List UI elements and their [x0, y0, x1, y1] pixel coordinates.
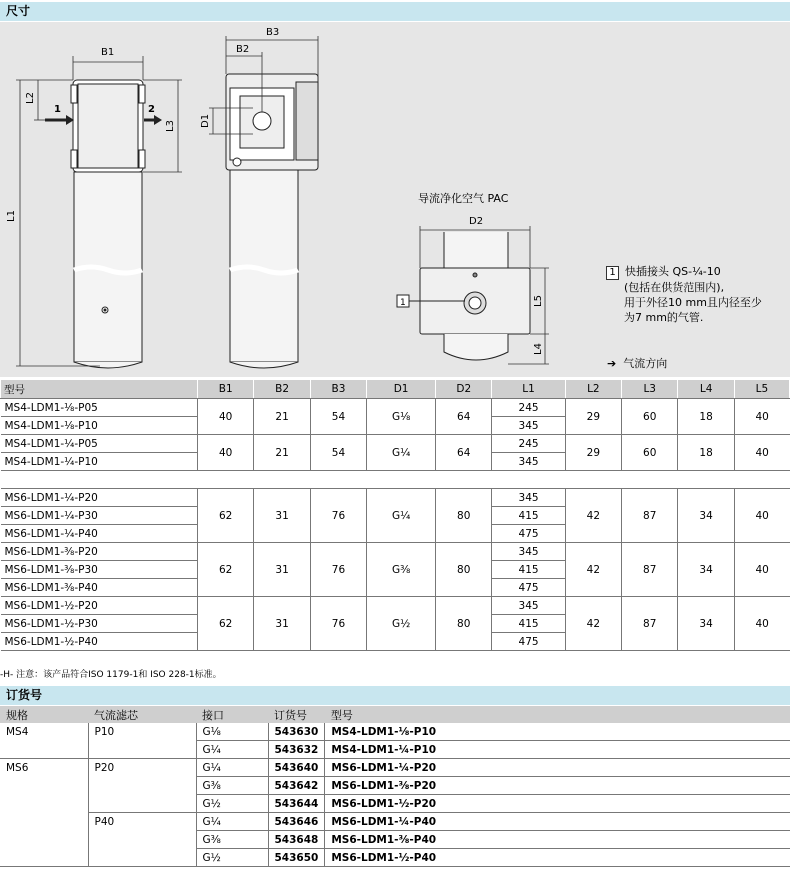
header-b2: B2: [254, 380, 310, 399]
dim-cell-l1: 475: [492, 525, 565, 543]
flow-direction-note: [607, 355, 667, 371]
port-cell: G½: [196, 795, 268, 813]
header-d2: D2: [436, 380, 492, 399]
size-cell: [0, 795, 88, 813]
type-cell: MS6-LDM1-¼-P40: [325, 813, 790, 831]
dim-cell-d1: G½: [367, 597, 436, 651]
model-cell: MS4-LDM1-⅛-P05: [1, 399, 198, 417]
model-cell: MS6-LDM1-¼-P30: [1, 507, 198, 525]
dim-d2-label: D2: [469, 216, 484, 227]
dim-cell-l4: 34: [678, 489, 734, 543]
section-title-dimensions: 尺寸: [0, 2, 790, 21]
pac-callout-number: 1: [400, 298, 406, 308]
group-spacer: [1, 471, 790, 489]
order-table-row: [0, 849, 790, 867]
part-number-cell: 543650: [268, 849, 325, 867]
model-cell: MS6-LDM1-¼-P20: [1, 489, 198, 507]
dim-cell-l1: 345: [492, 543, 565, 561]
dim-cell-l3: 87: [622, 597, 678, 651]
dim-cell-l2: 29: [565, 399, 621, 435]
dim-cell-d1: G⅛: [367, 399, 436, 435]
dim-l3-label: L3: [165, 120, 176, 132]
type-cell: MS6-LDM1-½-P20: [325, 795, 790, 813]
order-table-header: [0, 706, 790, 723]
dim-cell-b1: 62: [198, 489, 254, 543]
header-part-number: 订货号: [268, 706, 325, 723]
dim-table-row: [1, 435, 790, 453]
dim-cell-b3: 54: [310, 399, 366, 435]
filter-cell: P20: [88, 759, 196, 777]
dimension-table: [0, 379, 790, 651]
dim-l4-label: L4: [533, 343, 544, 355]
size-cell: [0, 777, 88, 795]
dim-cell-b2: 21: [254, 435, 310, 471]
header-l2: L2: [565, 380, 621, 399]
part-number-cell: 543644: [268, 795, 325, 813]
dim-cell-l4: 18: [678, 399, 734, 435]
model-cell: MS6-LDM1-¼-P40: [1, 525, 198, 543]
note-line-1: 快插接头 QS-¼-10: [625, 265, 721, 278]
dim-cell-b3: 76: [310, 543, 366, 597]
dim-table-row: [1, 399, 790, 417]
dim-cell-l5: 40: [734, 597, 789, 651]
dim-cell-b3: 54: [310, 435, 366, 471]
dim-cell-l5: 40: [734, 543, 789, 597]
dim-cell-b2: 31: [254, 489, 310, 543]
header-size: 规格: [0, 706, 88, 723]
header-b1: B1: [198, 380, 254, 399]
size-cell: [0, 813, 88, 831]
type-cell: MS6-LDM1-¼-P20: [325, 759, 790, 777]
dim-cell-l1: 475: [492, 633, 565, 651]
dim-cell-l1: 415: [492, 561, 565, 579]
dim-cell-d1: G¼: [367, 489, 436, 543]
type-cell: MS4-LDM1-¼-P10: [325, 741, 790, 759]
filter-cell: [88, 831, 196, 849]
dim-cell-l1: 345: [492, 489, 565, 507]
dim-cell-b2: 21: [254, 399, 310, 435]
model-cell: MS6-LDM1-⅜-P40: [1, 579, 198, 597]
dim-cell-l1: 415: [492, 615, 565, 633]
part-number-cell: 543640: [268, 759, 325, 777]
port-cell: G⅛: [196, 723, 268, 741]
section-title-order: 订货号: [0, 686, 790, 705]
dim-cell-b2: 31: [254, 597, 310, 651]
dim-cell-l2: 29: [565, 435, 621, 471]
size-cell: [0, 849, 88, 867]
dim-cell-d2: 80: [436, 597, 492, 651]
note-number: 1: [606, 266, 619, 280]
dim-cell-d2: 64: [436, 435, 492, 471]
dim-cell-l2: 42: [565, 597, 621, 651]
spacer-cell: [1, 471, 790, 489]
dim-d1-label: D1: [200, 113, 211, 128]
dim-cell-d1: G¼: [367, 435, 436, 471]
dim-cell-d2: 64: [436, 399, 492, 435]
type-cell: MS4-LDM1-⅛-P10: [325, 723, 790, 741]
front-view: [71, 80, 145, 368]
header-l3: L3: [622, 380, 678, 399]
filter-cell: [88, 741, 196, 759]
dim-b1-label: B1: [101, 47, 115, 58]
dim-l2-label: L2: [25, 92, 36, 104]
port-cell: G⅜: [196, 831, 268, 849]
part-number-cell: 543632: [268, 741, 325, 759]
model-cell: MS4-LDM1-⅛-P10: [1, 417, 198, 435]
part-number-cell: 543648: [268, 831, 325, 849]
port-cell: G¼: [196, 813, 268, 831]
note-line-4: 为7 mm的气管.: [624, 311, 704, 324]
dim-table-header: [1, 380, 790, 399]
filter-cell: [88, 795, 196, 813]
dim-table-row: [1, 597, 790, 615]
dim-cell-l1: 345: [492, 453, 565, 471]
note-line-2: (包括在供货范围内),: [624, 281, 725, 294]
dim-cell-b1: 40: [198, 435, 254, 471]
port-cell: G¼: [196, 741, 268, 759]
port-cell: G¼: [196, 759, 268, 777]
model-cell: MS4-LDM1-¼-P05: [1, 435, 198, 453]
flow-direction-label: 气流方向: [623, 357, 668, 370]
header-filter: 气流滤芯: [88, 706, 196, 723]
dim-b2-label: B2: [236, 44, 250, 55]
header-type: 型号: [325, 706, 790, 723]
pac-view: [397, 232, 530, 360]
model-cell: MS6-LDM1-½-P20: [1, 597, 198, 615]
part-number-cell: 543630: [268, 723, 325, 741]
dim-table-body: [1, 399, 790, 651]
header-l1: L1: [492, 380, 565, 399]
model-cell: MS6-LDM1-⅜-P20: [1, 543, 198, 561]
size-cell: [0, 741, 88, 759]
dim-cell-b1: 62: [198, 543, 254, 597]
filter-cell: P10: [88, 723, 196, 741]
order-table-body: [0, 723, 790, 867]
dim-cell-l3: 87: [622, 543, 678, 597]
dim-cell-l5: 40: [734, 399, 789, 435]
order-table-row: [0, 759, 790, 777]
type-cell: MS6-LDM1-½-P40: [325, 849, 790, 867]
size-cell: [0, 831, 88, 849]
dim-cell-l3: 87: [622, 489, 678, 543]
port-1-label: 1: [54, 104, 61, 115]
type-cell: MS6-LDM1-⅜-P20: [325, 777, 790, 795]
dim-cell-l4: 34: [678, 543, 734, 597]
port-cell: G⅜: [196, 777, 268, 795]
dim-cell-l1: 345: [492, 597, 565, 615]
size-cell: MS4: [6, 725, 29, 738]
dim-cell-l1: 345: [492, 417, 565, 435]
dimension-drawing: [0, 22, 790, 377]
type-cell: MS6-LDM1-⅜-P40: [325, 831, 790, 849]
dim-cell-b3: 76: [310, 597, 366, 651]
order-table-row: [0, 723, 790, 741]
pac-title: 导流净化空气 PAC: [418, 192, 509, 205]
side-view: [226, 74, 318, 368]
dim-cell-b1: 40: [198, 399, 254, 435]
port-2-label: 2: [148, 104, 155, 115]
dim-cell-l3: 60: [622, 435, 678, 471]
dim-cell-l2: 42: [565, 543, 621, 597]
dim-cell-l4: 34: [678, 597, 734, 651]
dim-l5-label: L5: [533, 295, 544, 307]
order-table-row: [0, 831, 790, 849]
model-cell: MS4-LDM1-¼-P10: [1, 453, 198, 471]
header-l5: L5: [734, 380, 789, 399]
order-table-row: [0, 795, 790, 813]
dim-cell-l3: 60: [622, 399, 678, 435]
dim-table-row: [1, 543, 790, 561]
connector-note: [606, 264, 762, 325]
dim-cell-l1: 415: [492, 507, 565, 525]
part-number-cell: 543642: [268, 777, 325, 795]
dim-cell-l2: 42: [565, 489, 621, 543]
dim-b3-label: B3: [266, 27, 280, 38]
dim-cell-b3: 76: [310, 489, 366, 543]
order-table: [0, 706, 790, 867]
dim-cell-l5: 40: [734, 435, 789, 471]
dim-cell-l1: 245: [492, 399, 565, 417]
header-l4: L4: [678, 380, 734, 399]
dim-l1-label: L1: [6, 210, 17, 222]
dim-cell-d2: 80: [436, 489, 492, 543]
dim-cell-l1: 245: [492, 435, 565, 453]
arrow-icon: ➔: [607, 357, 617, 370]
model-cell: MS6-LDM1-½-P30: [1, 615, 198, 633]
dim-cell-d2: 80: [436, 543, 492, 597]
size-cell: MS6: [6, 761, 29, 774]
model-cell: MS6-LDM1-⅜-P30: [1, 561, 198, 579]
footnote: -H- 注意：该产品符合ISO 1179-1和 ISO 228-1标准。: [0, 670, 222, 680]
model-cell: MS6-LDM1-½-P40: [1, 633, 198, 651]
header-d1: D1: [367, 380, 436, 399]
order-table-row: [0, 741, 790, 759]
filter-cell: [88, 849, 196, 867]
dim-cell-b1: 62: [198, 597, 254, 651]
filter-cell: [88, 777, 196, 795]
part-number-cell: 543646: [268, 813, 325, 831]
port-cell: G½: [196, 849, 268, 867]
filter-cell: P40: [88, 813, 196, 831]
dim-cell-l1: 475: [492, 579, 565, 597]
dim-cell-b2: 31: [254, 543, 310, 597]
header-b3: B3: [310, 380, 366, 399]
dim-table-row: [1, 489, 790, 507]
dim-cell-d1: G⅜: [367, 543, 436, 597]
dim-cell-l5: 40: [734, 489, 789, 543]
order-table-row: [0, 777, 790, 795]
dim-cell-l4: 18: [678, 435, 734, 471]
header-model: 型号: [1, 380, 198, 399]
order-table-row: [0, 813, 790, 831]
header-port: 接口: [196, 706, 268, 723]
note-line-3: 用于外径10 mm且内径至少: [624, 296, 762, 309]
